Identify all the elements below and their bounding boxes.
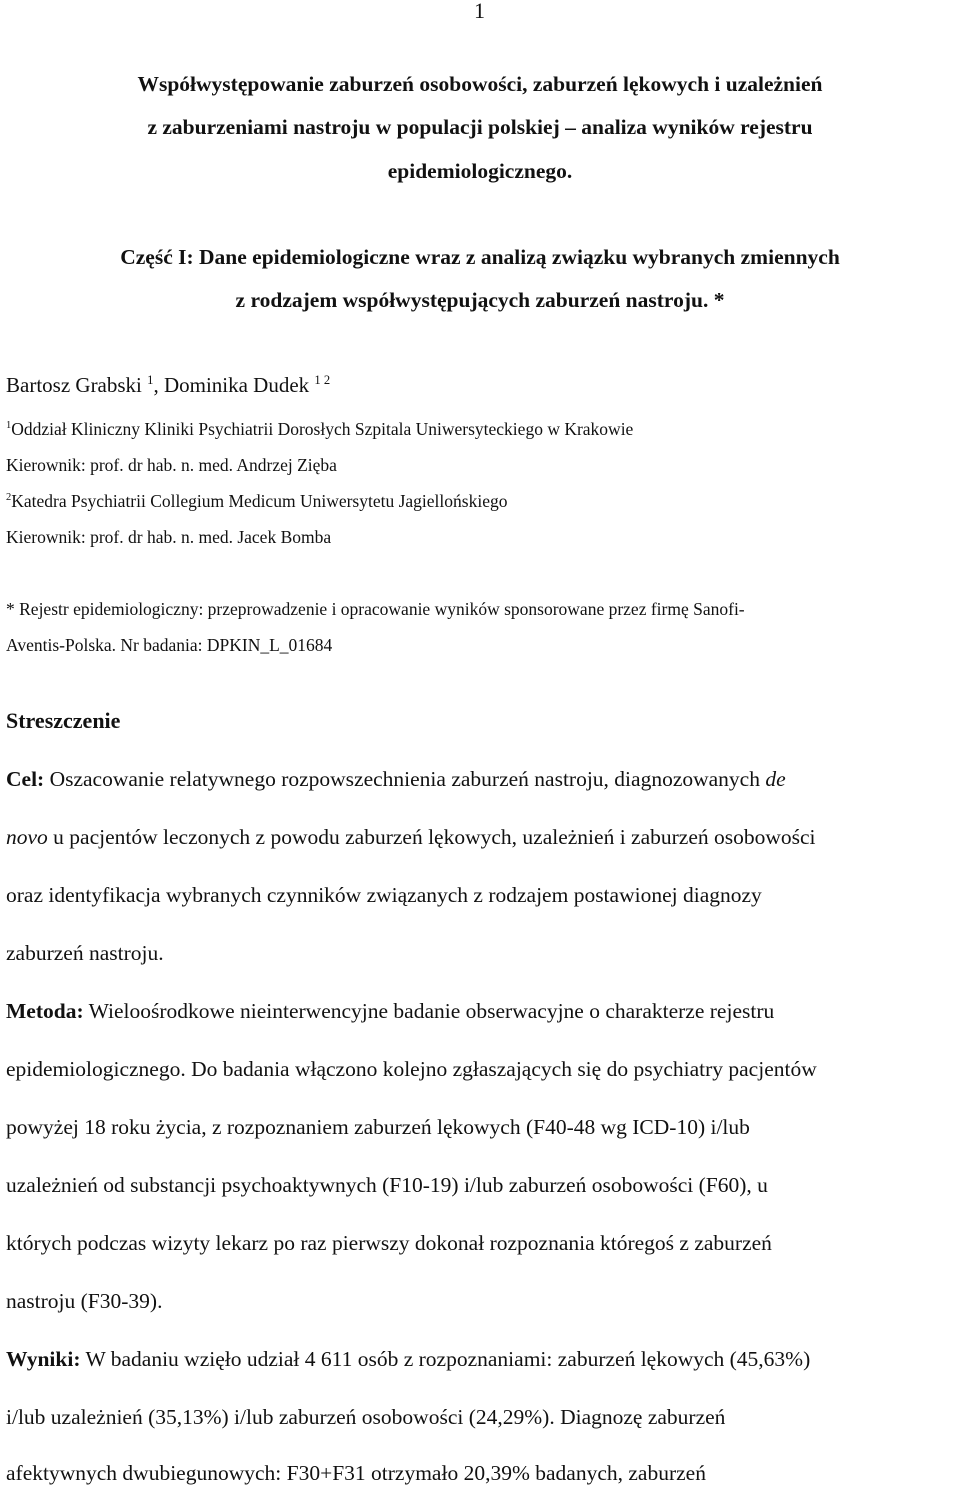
metoda-line-4: uzależnień od substancji psychoaktywnych (F10-19) i/lub zaburzeń osobowości (F60), u bbox=[6, 1173, 768, 1197]
affiliation-2-head: Kierownik: prof. dr hab. n. med. Jacek Bomba bbox=[6, 527, 332, 547]
cel-line-4: zaburzeń nastroju. bbox=[6, 941, 164, 965]
affiliation-2-text: Katedra Psychiatrii Collegium Medicum Uniwersytetu Jagiellońskiego bbox=[11, 491, 508, 511]
affiliation-2 bbox=[6, 490, 507, 512]
wyniki-line-2: i/lub uzależnień (35,13%) i/lub zaburzeń osobowości (24,29%). Diagnozę zaburzeń bbox=[6, 1405, 726, 1429]
wyniki-line-1 bbox=[6, 1346, 955, 1372]
wyniki-line-3: afektywnych dwubiegunowych: F30+F31 otrzymało 20,39% badanych, zaburzeń bbox=[6, 1461, 706, 1485]
cel-text-2: u pacjentów leczonych z powodu zaburzeń lękowych, uzależnień i zaburzeń osobowości bbox=[47, 825, 816, 849]
affiliation-1-head: Kierownik: prof. dr hab. n. med. Andrzej Zięba bbox=[6, 455, 337, 475]
cel-line-2 bbox=[6, 824, 955, 850]
wyniki-text-1: W badaniu wzięło udział 4 611 osób z rozpoznaniami: zaburzeń lękowych (45,63%) bbox=[80, 1347, 811, 1371]
metoda-text-1: Wieloośrodkowe nieinterwencyjne badanie obserwacyjne o charakterze rejestru bbox=[83, 999, 775, 1023]
author-1: Bartosz Grabski bbox=[6, 373, 148, 397]
footnote-line-2: Aventis-Polska. Nr badania: DPKIN_L_01684 bbox=[6, 635, 333, 655]
metoda-line-1 bbox=[6, 998, 955, 1024]
author-2: , Dominika Dudek bbox=[153, 373, 315, 397]
affiliation-1 bbox=[6, 418, 633, 440]
affiliation-1-text: Oddział Kliniczny Kliniki Psychiatrii Dorosłych Szpitala Uniwersyteckiego w Krakowie bbox=[11, 419, 634, 439]
cel-line-3: oraz identyfikacja wybranych czynników związanych z rodzajem postawionej diagnozy bbox=[6, 883, 762, 907]
cel-italic-2: novo bbox=[6, 825, 48, 849]
subtitle-line-1: Część I: Dane epidemiologiczne wraz z analizą związku wybranych zmiennych bbox=[120, 245, 840, 269]
author-1-affiliation: 1 bbox=[147, 373, 154, 387]
cel-italic-1: de bbox=[765, 767, 786, 791]
abstract-heading: Streszczenie bbox=[6, 708, 121, 733]
footnote-line-1: * Rejestr epidemiologiczny: przeprowadzenie i opracowanie wyników sponsorowane przez firmę Sanofi- bbox=[6, 599, 745, 619]
metoda-label: Metoda: bbox=[6, 999, 84, 1023]
metoda-line-6: nastroju (F30-39). bbox=[6, 1289, 163, 1313]
page-number: 1 bbox=[474, 0, 485, 23]
metoda-line-3: powyżej 18 roku życia, z rozpoznaniem zaburzeń lękowych (F40-48 wg ICD-10) i/lub bbox=[6, 1115, 750, 1139]
title-line-3: epidemiologicznego. bbox=[387, 159, 573, 183]
metoda-line-5: których podczas wizyty lekarz po raz pierwszy dokonał rozpoznania któregoś z zaburzeń bbox=[6, 1231, 772, 1255]
metoda-line-2: epidemiologicznego. Do badania włączono kolejno zgłaszających się do psychiatry pacjentów bbox=[6, 1057, 817, 1081]
affiliation-2-marker: 2 bbox=[6, 492, 12, 504]
authors bbox=[6, 373, 330, 398]
cel-text-1: Oszacowanie relatywnego rozpowszechnienia zaburzeń nastroju, diagnozowanych bbox=[44, 767, 766, 791]
wyniki-label: Wyniki: bbox=[6, 1347, 81, 1371]
author-2-affiliation: 1 2 bbox=[314, 373, 331, 387]
cel-line-1 bbox=[6, 766, 955, 792]
title-line-2: z zaburzeniami nastroju w populacji polskiej – analiza wyników rejestru bbox=[147, 115, 813, 139]
subtitle-line-2: z rodzajem współwystępujących zaburzeń nastroju. * bbox=[235, 288, 725, 312]
affiliation-1-marker: 1 bbox=[6, 420, 12, 432]
title-line-1: Współwystępowanie zaburzeń osobowości, zaburzeń lękowych i uzależnień bbox=[137, 72, 823, 96]
cel-label: Cel: bbox=[6, 767, 45, 791]
